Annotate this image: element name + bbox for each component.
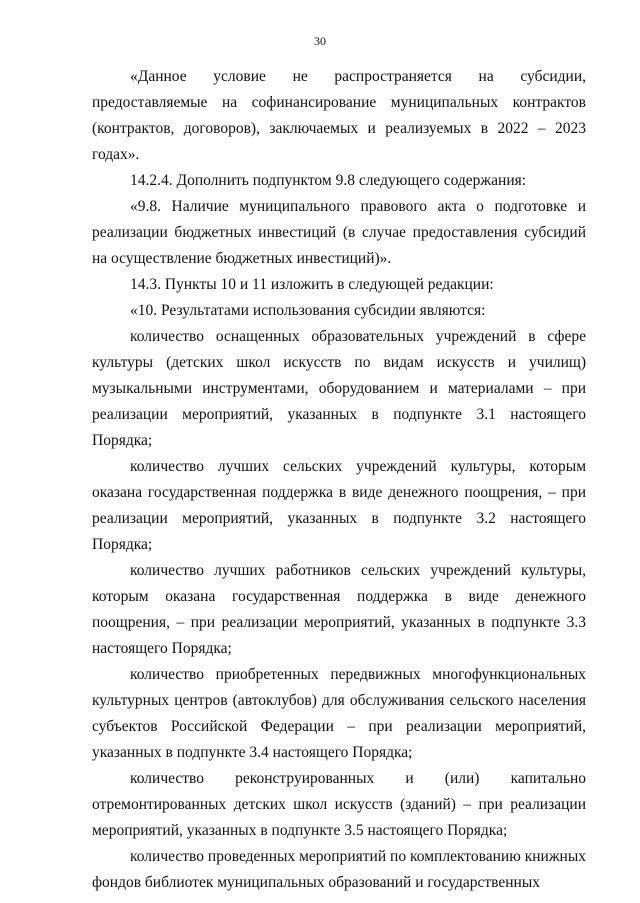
paragraph-9-8: «9.8. Наличие муниципального правового акта о подготовке и реализации бюджетных инвестиций (в случае предоставления субсидий на осуществление бюджетных инвестиций)».	[92, 198, 586, 267]
paragraph-result-library: количество проведенных мероприятий по комплектованию книжных фондов библиотек муниципальных образований и государственных	[92, 848, 586, 891]
paragraph-subsidy-condition: «Данное условие не распространяется на субсидии, предоставляемые на софинансирование муниципальных контрактов (контрактов, договоров), заключаемых и реализуемых в 2022 – 2023 годах».	[92, 68, 586, 163]
paragraph-result-3-2: количество лучших сельских учреждений культуры, которым оказана государственная поддержка в виде денежного поощрения, – при реализации мероприятий, указанных в подпункте 3.2 настоящего Порядка;	[92, 458, 586, 553]
paragraph-14-3: 14.3. Пункты 10 и 11 изложить в следующей редакции:	[130, 276, 494, 293]
paragraph-result-3-3: количество лучших работников сельских учреждений культуры, которым оказана государственная поддержка в виде денежного поощрения, – при реализации мероприятий, указанных в подпункте 3.3 настоящего Порядка;	[92, 562, 586, 657]
page-number: 30	[314, 34, 326, 48]
paragraph-10-heading: «10. Результатами использования субсидии являются:	[130, 302, 486, 319]
paragraph-result-3-1: количество оснащенных образовательных учреждений в сфере культуры (детских школ искусств по видам искусств и училищ) музыкальными инструментами, оборудованием и материалами – при реализации мероприятий, указанных в подпункте 3.1 настоящего Порядка;	[92, 328, 586, 449]
paragraph-14-2-4: 14.2.4. Дополнить подпунктом 9.8 следующего содержания:	[130, 172, 527, 189]
document-body	[92, 64, 586, 896]
paragraph-result-3-5: количество реконструированных и (или) капитально отремонтированных детских школ искусств (зданий) – при реализации мероприятий, указанных в подпункте 3.5 настоящего Порядка;	[92, 770, 586, 839]
paragraph-result-3-4: количество приобретенных передвижных многофункциональных культурных центров (автоклубов) для обслуживания сельского населения субъектов Российской Федерации – при реализации мероприятий, указанных в подпункте 3.4 настоящего Порядка;	[92, 666, 586, 761]
